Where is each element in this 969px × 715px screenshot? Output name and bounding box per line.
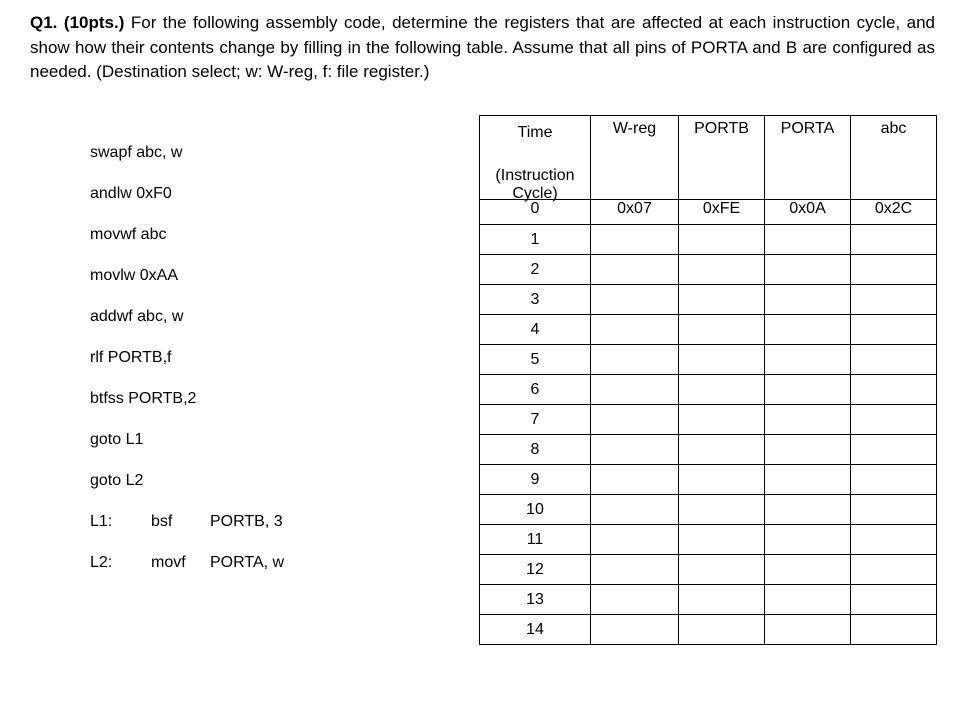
- porta-cell: 0x0A: [765, 200, 851, 225]
- portb-cell[interactable]: [679, 465, 765, 495]
- code-line-6: rlf PORTB,f: [90, 349, 172, 366]
- abc-cell[interactable]: [851, 435, 937, 465]
- code-label-l1: L1:: [90, 513, 113, 530]
- wreg-cell[interactable]: [591, 435, 679, 465]
- code-line-2: andlw 0xF0: [90, 185, 172, 202]
- wreg-cell[interactable]: [591, 495, 679, 525]
- portb-cell[interactable]: [679, 375, 765, 405]
- table-row: [480, 345, 937, 375]
- code-arg-portb3: PORTB, 3: [210, 513, 283, 530]
- wreg-cell[interactable]: [591, 375, 679, 405]
- abc-cell[interactable]: [851, 615, 937, 645]
- table-row: [480, 435, 937, 465]
- portb-cell[interactable]: [679, 255, 765, 285]
- code-line-8: goto L1: [90, 431, 144, 448]
- header-time: [480, 116, 591, 200]
- code-op-bsf: bsf: [151, 513, 173, 530]
- wreg-cell[interactable]: [591, 285, 679, 315]
- porta-cell[interactable]: [765, 285, 851, 315]
- code-line-4: movlw 0xAA: [90, 267, 179, 284]
- table-row: [480, 555, 937, 585]
- cycle-cell: 12: [480, 555, 591, 585]
- cycle-cell: 10: [480, 495, 591, 525]
- table-row: [480, 285, 937, 315]
- abc-cell[interactable]: [851, 255, 937, 285]
- porta-cell[interactable]: [765, 555, 851, 585]
- portb-cell[interactable]: [679, 585, 765, 615]
- porta-cell[interactable]: [765, 375, 851, 405]
- wreg-cell[interactable]: [591, 225, 679, 255]
- header-time-label: Time: [517, 124, 553, 141]
- table-row: [480, 585, 937, 615]
- porta-cell[interactable]: [765, 465, 851, 495]
- cycle-cell: 14: [480, 615, 591, 645]
- header-portb: PORTB: [679, 116, 765, 200]
- code-line-1: swapf abc, w: [90, 144, 183, 161]
- cycle-cell: 9: [480, 465, 591, 495]
- portb-cell[interactable]: [679, 615, 765, 645]
- cycle-cell: 2: [480, 255, 591, 285]
- portb-cell[interactable]: [679, 315, 765, 345]
- abc-cell[interactable]: [851, 555, 937, 585]
- abc-cell[interactable]: [851, 225, 937, 255]
- porta-cell[interactable]: [765, 615, 851, 645]
- table-row: [480, 315, 937, 345]
- table-row: [480, 495, 937, 525]
- table-row: [480, 405, 937, 435]
- cycle-cell: 8: [480, 435, 591, 465]
- abc-cell[interactable]: [851, 525, 937, 555]
- portb-cell[interactable]: [679, 525, 765, 555]
- porta-cell[interactable]: [765, 435, 851, 465]
- table-row: [480, 255, 937, 285]
- porta-cell[interactable]: [765, 345, 851, 375]
- wreg-cell[interactable]: [591, 405, 679, 435]
- wreg-cell[interactable]: [591, 465, 679, 495]
- table-row: [480, 525, 937, 555]
- abc-cell[interactable]: [851, 405, 937, 435]
- wreg-cell[interactable]: [591, 585, 679, 615]
- portb-cell: 0xFE: [679, 200, 765, 225]
- abc-cell[interactable]: [851, 585, 937, 615]
- cycle-cell: 6: [480, 375, 591, 405]
- porta-cell[interactable]: [765, 585, 851, 615]
- wreg-cell[interactable]: [591, 255, 679, 285]
- table-row: [480, 375, 937, 405]
- porta-cell[interactable]: [765, 405, 851, 435]
- cycle-cell: 13: [480, 585, 591, 615]
- porta-cell[interactable]: [765, 255, 851, 285]
- code-line-9: goto L2: [90, 472, 144, 489]
- cycle-cell: 11: [480, 525, 591, 555]
- porta-cell[interactable]: [765, 225, 851, 255]
- wreg-cell[interactable]: [591, 345, 679, 375]
- cycle-cell: 7: [480, 405, 591, 435]
- header-wreg: W-reg: [591, 116, 679, 200]
- wreg-cell[interactable]: [591, 525, 679, 555]
- cycle-cell: 0: [480, 200, 591, 225]
- question-body: For the following assembly code, determine the registers that are affected at each instruction cycle, and show how their contents change by filling in the following table. Assume that all pins of PORTA and B are configured as needed. (Destination select; w: W-reg, f: file register.): [30, 13, 935, 81]
- question-label: Q1. (10pts.): [30, 13, 125, 32]
- wreg-cell[interactable]: [591, 615, 679, 645]
- table-header-row: [480, 116, 937, 200]
- cycle-cell: 5: [480, 345, 591, 375]
- header-time-sub: (Instruction Cycle): [495, 167, 575, 202]
- table-row: [480, 200, 937, 225]
- header-porta: PORTA: [765, 116, 851, 200]
- code-arg-porta-w: PORTA, w: [210, 554, 285, 571]
- cycle-cell: 3: [480, 285, 591, 315]
- wreg-cell[interactable]: [591, 315, 679, 345]
- abc-cell[interactable]: [851, 285, 937, 315]
- question-text: [30, 11, 935, 85]
- code-line-7: btfss PORTB,2: [90, 390, 197, 407]
- code-label-l2: L2:: [90, 554, 113, 571]
- register-table: [479, 115, 937, 645]
- abc-cell[interactable]: [851, 315, 937, 345]
- portb-cell[interactable]: [679, 285, 765, 315]
- wreg-cell[interactable]: [591, 555, 679, 585]
- portb-cell[interactable]: [679, 405, 765, 435]
- abc-cell[interactable]: [851, 495, 937, 525]
- portb-cell[interactable]: [679, 435, 765, 465]
- header-abc: abc: [851, 116, 937, 200]
- cycle-cell: 1: [480, 225, 591, 255]
- code-line-3: movwf abc: [90, 226, 167, 243]
- table-row: [480, 615, 937, 645]
- cycle-cell: 4: [480, 315, 591, 345]
- table-row: [480, 225, 937, 255]
- portb-cell[interactable]: [679, 225, 765, 255]
- wreg-cell: 0x07: [591, 200, 679, 225]
- code-line-5: addwf abc, w: [90, 308, 184, 325]
- portb-cell[interactable]: [679, 495, 765, 525]
- porta-cell[interactable]: [765, 525, 851, 555]
- porta-cell[interactable]: [765, 495, 851, 525]
- porta-cell[interactable]: [765, 315, 851, 345]
- portb-cell[interactable]: [679, 345, 765, 375]
- portb-cell[interactable]: [679, 555, 765, 585]
- table-row: [480, 465, 937, 495]
- abc-cell[interactable]: [851, 345, 937, 375]
- abc-cell[interactable]: [851, 375, 937, 405]
- abc-cell[interactable]: [851, 465, 937, 495]
- abc-cell: 0x2C: [851, 200, 937, 225]
- code-op-movf: movf: [151, 554, 186, 571]
